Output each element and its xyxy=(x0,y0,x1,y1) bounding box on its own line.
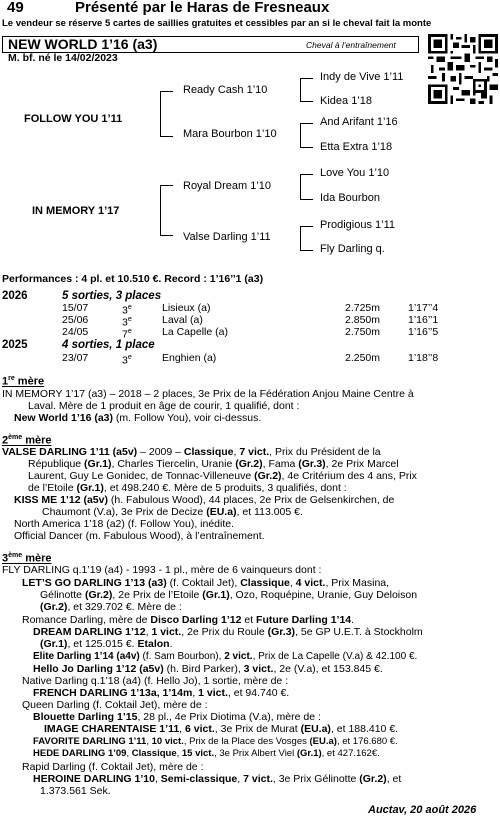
mere2-line: Official Dancer (m. Fabulous Wood), à l’entraînement. xyxy=(14,530,265,542)
perf-track: La Capelle (a) xyxy=(162,326,228,338)
pedigree-ddd: Fly Darling q. xyxy=(320,243,385,255)
perf-place: 3e xyxy=(122,316,132,329)
pedigree-bracket xyxy=(300,123,313,148)
page-subtitle: Le vendeur se réserve 5 cartes de saillies gratuites et cessibles par an si le cheval fait la monte xyxy=(2,18,432,29)
mere3-line: FAVORITE DARLING 1’11, 10 vict., Prix de la Place des Vosges (EU.a), et 176.680 €. xyxy=(33,736,398,747)
footer-source: Auctav, 20 août 2026 xyxy=(368,804,477,816)
pedigree-sire-sire: Ready Cash 1’10 xyxy=(183,84,268,96)
perf-date: 24/05 xyxy=(62,326,89,338)
mere1-line: Laval. Mère de 1 produit en âge de courir, 1 qualifié, dont : xyxy=(28,400,300,412)
section-heading-2e-mere: 2ème mère xyxy=(2,434,52,447)
pedigree-sire: FOLLOW YOU 1’11 xyxy=(24,113,123,125)
mere2-line: North America 1’18 (a2) (f. Follow You), inédite. xyxy=(14,518,235,530)
mere3-line: 1.373.561 Sek. xyxy=(40,785,111,797)
perf-year: 2026 xyxy=(2,290,28,302)
mere3-line: FLY DARLING q.1’19 (a4) - 1993 - 1 pl., mère de 6 vainqueurs dont : xyxy=(2,564,322,576)
pedigree-ssd: Kidea 1’18 xyxy=(320,95,372,107)
pedigree-dds: Prodigious 1’11 xyxy=(320,219,396,231)
perf-year: 2025 xyxy=(2,339,28,351)
perf-year-label: 5 sorties, 3 places xyxy=(62,290,162,302)
perf-track: Enghien (a) xyxy=(162,352,217,364)
mere2-line: Chaumont (V.a), 3e Prix de Decize (EU.a), et 113.005 €. xyxy=(42,506,303,518)
perf-time: 1’16’’5 xyxy=(408,326,439,338)
mere3-line: Blouette Darling 1’15, 28 pl., 4e Prix Diotima (V.a), mère de : xyxy=(33,711,321,723)
perf-place: 7e xyxy=(122,328,132,341)
mere2-line: KISS ME 1’12 (a5v) (h. Fabulous Wood), 44 places, 2e Prix de Gelsenkirchen, de xyxy=(14,494,395,506)
mere3-line: Elite Darling 1’14 (a4v) (f. Sam Bourbon), 2 vict., Prix de La Capelle (V.a) & 42.100 €. xyxy=(33,651,418,662)
performance-summary: Performances : 4 pl. et 10.510 €. Record : 1’16’’1 (a3) xyxy=(2,273,264,285)
perf-date: 25/06 xyxy=(62,314,89,326)
mere2-line: Laurent, Guy Le Gonidec, de Tonnac-Villeneuve (Gr.2), 4e Critérium des 4 ans, Prix xyxy=(28,470,417,482)
mere3-line: HEROINE DARLING 1’10, Semi-classique, 7 vict., 3e Prix Gélinotte (Gr.2), et xyxy=(33,773,402,785)
pedigree-bracket xyxy=(300,174,313,200)
horse-birth: M. bf. né le 14/02/2023 xyxy=(8,52,118,64)
perf-track: Lisieux (a) xyxy=(162,302,211,314)
pedigree-dam-sire: Royal Dream 1’10 xyxy=(183,180,272,192)
mere3-line: Hello Jo Darling 1’12 (a5v) (h. Bird Parker), 3 vict., 2e (V.a), et 153.845 €. xyxy=(33,663,383,675)
mere3-line: Romance Darling, mère de Disco Darling 1’12 et Future Darling 1’14. xyxy=(22,614,355,626)
perf-dist: 2.250m xyxy=(345,352,381,364)
pedigree-bracket xyxy=(160,185,173,236)
perf-time: 1’17’’4 xyxy=(408,302,439,314)
mere2-line: République (Gr.1), Charles Tiercelin, Uranie (Gr.2), Fama (Gr.3), 2e Prix Marcel xyxy=(28,458,399,470)
mere2-line: de l’Etoile (Gr.1), et 498.240 €. Mère de 5 produits, 3 qualifiés, dont : xyxy=(28,482,347,494)
perf-time: 1’18’’8 xyxy=(408,352,439,364)
pedigree-dsd: Ida Bourbon xyxy=(320,192,380,204)
pedigree-sire-dam: Mara Bourbon 1’10 xyxy=(183,128,277,140)
pedigree-dam: IN MEMORY 1’17 xyxy=(32,205,120,217)
perf-date: 23/07 xyxy=(62,352,89,364)
page-title: Présenté par le Haras de Fresneaux xyxy=(75,0,330,16)
qr-code-icon[interactable] xyxy=(428,34,498,104)
pedigree-sss: Indy de Vive 1’11 xyxy=(320,71,404,83)
mere1-line: IN MEMORY 1’17 (a3) – 2018 – 2 places, 3e Prix de la Fédération Anjou Maine Centre à xyxy=(2,388,414,400)
mere3-line: (Gr.2), et 329.702 €. Mère de : xyxy=(40,601,182,613)
mere3-line: Queen Darling (f. Coktail Jet), mère de : xyxy=(22,699,208,711)
pedigree-bracket xyxy=(160,91,173,137)
mere3-line: Gélinotte (Gr.2), 2e Prix de l’Etoile (Gr.1), Ozo, Roquépine, Uranie, Guy Deloison xyxy=(40,589,418,601)
perf-place: 3e xyxy=(122,304,132,317)
pedigree-dam-dam: Valse Darling 1’11 xyxy=(183,231,271,243)
perf-place: 3e xyxy=(122,354,132,367)
pedigree-sds: And Arifant 1’16 xyxy=(320,116,398,128)
pedigree-bracket xyxy=(300,78,313,102)
perf-time: 1’16’’1 xyxy=(408,314,439,326)
mere3-line: Native Darling q.1’18 (a4) (f. Hello Jo), 1 sortie, mère de : xyxy=(22,675,289,687)
perf-dist: 2.725m xyxy=(345,302,381,314)
perf-dist: 2.850m xyxy=(345,314,381,326)
lot-number: 49 xyxy=(7,0,24,16)
perf-track: Laval (a) xyxy=(162,314,203,326)
pedigree-dss: Love You 1’10 xyxy=(320,167,390,179)
mere1-line: New World 1’16 (a3) (m. Follow You), voir ci-dessus. xyxy=(14,412,262,424)
mere3-line: Rapid Darling (f. Coktail Jet), mère de : xyxy=(22,761,204,773)
horse-name: NEW WORLD 1’16 (a3) xyxy=(8,36,158,52)
mere3-line: FRENCH DARLING 1’13a, 1’14m, 1 vict., et 94.740 €. xyxy=(33,687,290,699)
mere3-line: (Gr.1), et 125.015 €. Etalon. xyxy=(40,638,173,650)
mere3-line: LET’S GO DARLING 1’13 (a3) (f. Coktail Jet), Classique, 4 vict., Prix Masina, xyxy=(22,577,390,589)
mere3-line: HEDE DARLING 1’09, Classique, 15 vict., 3e Prix Albert Viel (Gr.1), et 427.162€. xyxy=(33,748,380,759)
pedigree-bracket xyxy=(300,226,313,251)
mere2-line: VALSE DARLING 1’11 (a5v) – 2009 – Classique, 7 vict., Prix du Président de la xyxy=(2,446,381,458)
pedigree-sdd: Etta Extra 1’18 xyxy=(320,141,393,153)
perf-date: 15/07 xyxy=(62,302,89,314)
section-heading-1re-mere: 1re mère xyxy=(2,375,45,388)
horse-status: Cheval à l’entraînement xyxy=(306,40,396,50)
section-heading-3e-mere: 3ème mère xyxy=(2,552,52,565)
perf-year-label: 4 sorties, 1 place xyxy=(62,339,155,351)
mere3-line: IMAGE CHARENTAISE 1’11, 6 vict., 3e Prix de Murat (EU.a), et 188.410 €. xyxy=(44,723,399,735)
mere3-line: DREAM DARLING 1’12, 1 vict., 2e Prix du Roule (Gr.3), 5e GP U.E.T. à Stockholm xyxy=(33,626,423,638)
perf-dist: 2.750m xyxy=(345,326,381,338)
